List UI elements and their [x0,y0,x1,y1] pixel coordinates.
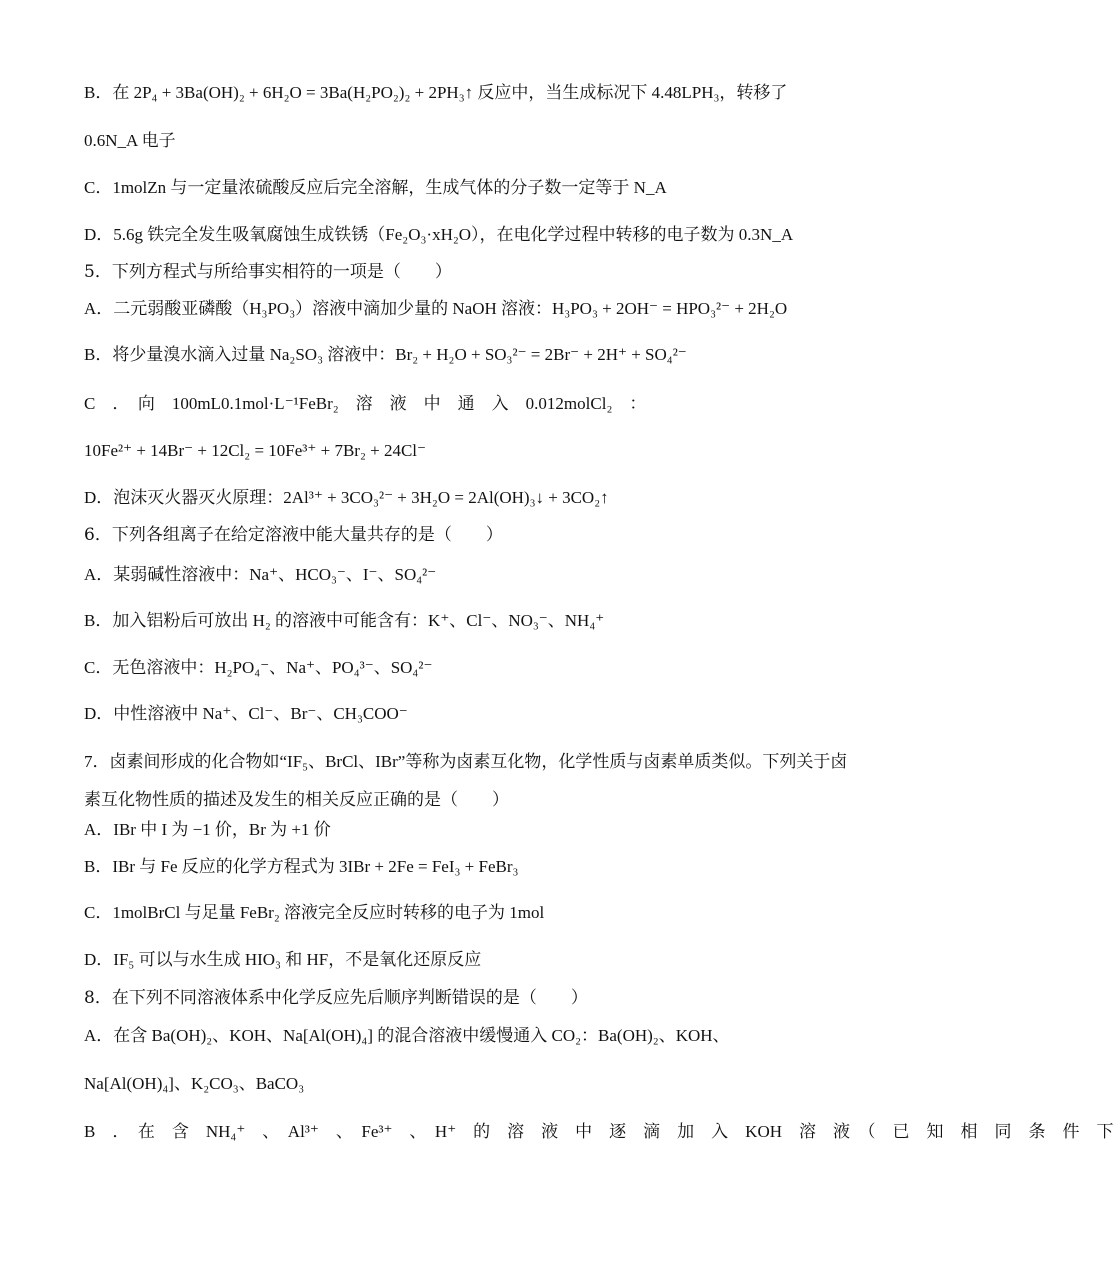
q8-option-a-line2: Na[Al(OH)₄]、K₂CO₃、BaCO₃ [84,1074,305,1093]
q5-stem: 5．下列方程式与所给事实相符的一项是（ ） [84,262,452,282]
q7-option-d: D．IF₅ 可以与水生成 HIO₃ 和 HF，不是氧化还原反应 [84,950,482,969]
q4-option-d: D．5.6g 铁完全发生吸氧腐蚀生成铁锈（Fe₂O₃·xH₂O），在电化学过程中转移的电子数为 0.3N_A [84,225,794,244]
q7-option-b: B．IBr 与 Fe 反应的化学方程式为 3IBr + 2Fe = FeI₃ + FeBr₃ [84,857,519,876]
q7-stem-line1: 7．卤素间形成的化合物如“IF₅、BrCl、IBr”等称为卤素互化物，化学性质与卤素单质类似。下列关于卤 [84,752,848,771]
q5-option-c-line2: 10Fe²⁺ + 14Br⁻ + 12Cl₂ = 10Fe³⁺ + 7Br₂ + 24Cl⁻ [84,441,427,460]
q4-option-b-line1: B．在 2P₄ + 3Ba(OH)₂ + 6H₂O = 3Ba(H₂PO₂)₂ + 2PH₃↑ 反应中，当生成标况下 4.48LPH₃，转移了 [84,83,788,102]
q4-option-c: C．1molZn 与一定量浓硫酸反应后完全溶解，生成气体的分子数一定等于 N_A [84,178,667,197]
q5-option-c-line1: C ． 向 100mL0.1mol·L⁻¹FeBr₂ 溶 液 中 通 入 0.012molCl₂ ： [84,394,647,413]
q5-option-b: B．将少量溴水滴入过量 Na₂SO₃ 溶液中：Br₂ + H₂O + SO₃²⁻ = 2Br⁻ + 2H⁺ + SO₄²⁻ [84,345,687,364]
q8-option-a-line1: A．在含 Ba(OH)₂、KOH、Na[Al(OH)₄] 的混合溶液中缓慢通入 CO₂：Ba(OH)₂、KOH、 [84,1026,730,1045]
q7-stem-line2: 素互化物性质的描述及发生的相关反应正确的是（ ） [84,790,509,810]
q6-option-c: C．无色溶液中：H₂PO₄⁻、Na⁺、PO₄³⁻、SO₄²⁻ [84,658,433,677]
q6-stem: 6．下列各组离子在给定溶液中能大量共存的是（ ） [84,525,503,545]
q7-option-a: A．IBr 中 I 为 −1 价，Br 为 +1 价 [84,820,331,839]
q6-option-b: B．加入铝粉后可放出 H₂ 的溶液中可能含有：K⁺、Cl⁻、NO₃⁻、NH₄⁺ [84,611,605,630]
q6-option-a: A．某弱碱性溶液中：Na⁺、HCO₃⁻、I⁻、SO₄²⁻ [84,565,437,584]
q4-option-b-line2: 0.6N_A 电子 [84,131,176,150]
q8-option-b-line1: B ． 在 含 NH₄⁺ 、 Al³⁺ 、 Fe³⁺ 、 H⁺ 的 溶 液 中 逐 滴 加 入 KOH 溶 液 （ 已 知 相 同 条 件 下 [84,1122,1114,1141]
q5-option-d: D．泡沫灭火器灭火原理：2Al³⁺ + 3CO₃²⁻ + 3H₂O = 2Al(OH)₃↓ + 3CO₂↑ [84,488,609,507]
q8-stem: 8．在下列不同溶液体系中化学反应先后顺序判断错误的是（ ） [84,988,588,1008]
q6-option-d: D．中性溶液中 Na⁺、Cl⁻、Br⁻、CH₃COO⁻ [84,704,408,723]
q7-option-c: C．1molBrCl 与足量 FeBr₂ 溶液完全反应时转移的电子为 1mol [84,903,545,922]
q5-option-a: A．二元弱酸亚磷酸（H₃PO₃）溶液中滴加少量的 NaOH 溶液：H₃PO₃ + 2OH⁻ = HPO₃²⁻ + 2H₂O [84,299,788,318]
